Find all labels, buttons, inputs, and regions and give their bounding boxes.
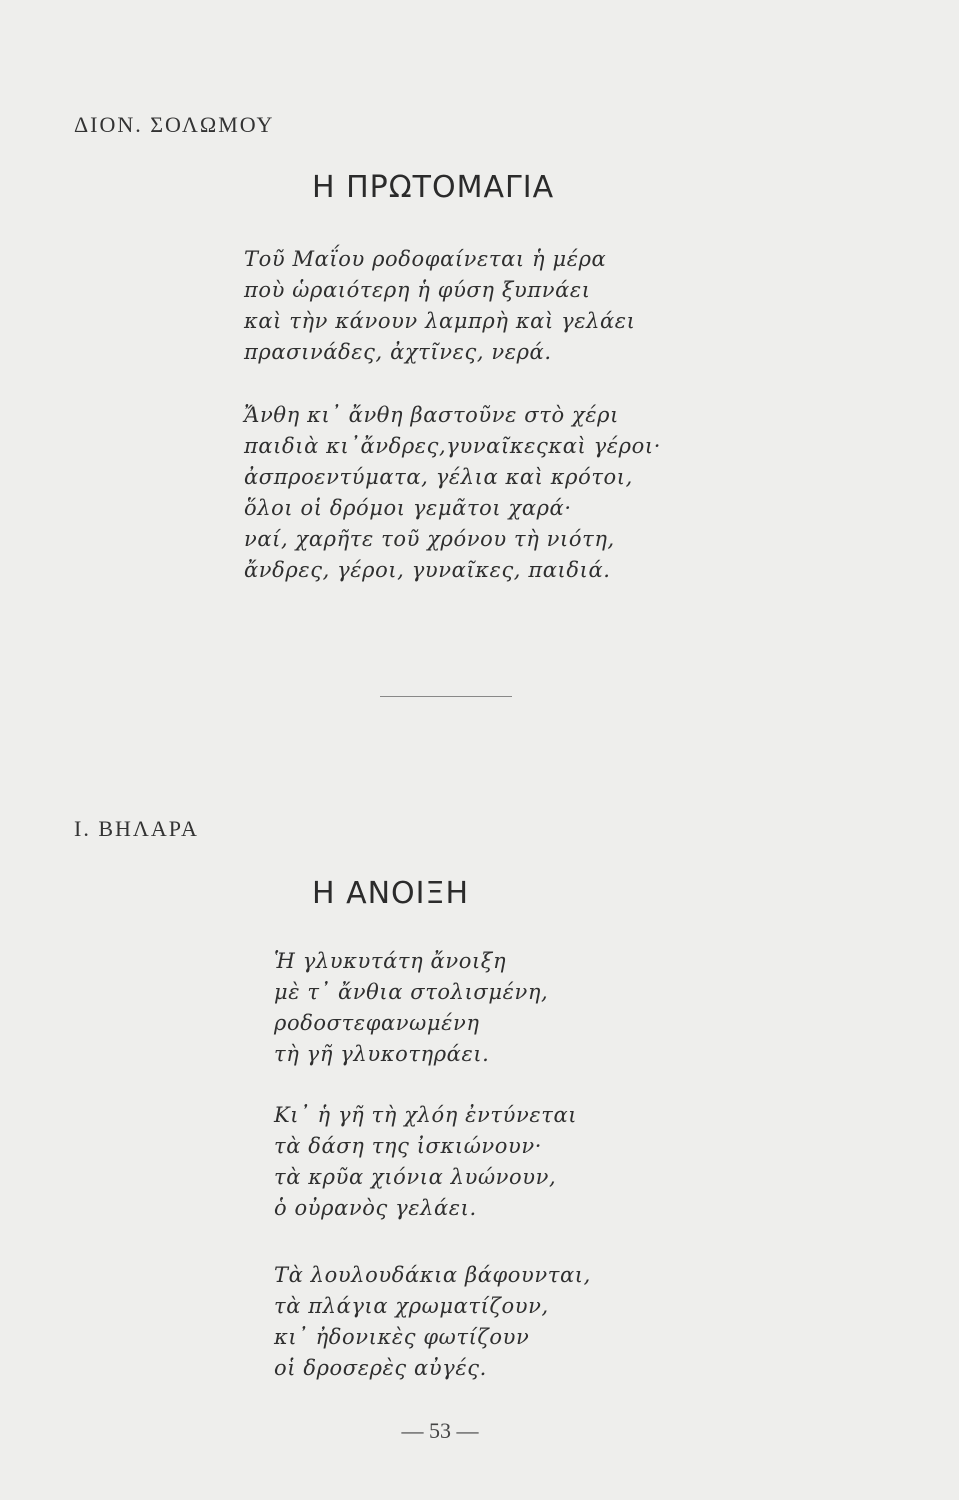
verse-line: ναί, χαρῆτε τοῦ χρόνου τὴ νιότη, [244,527,615,551]
poem2-stanza-1 [274,946,548,1070]
poem1-stanza-2 [244,400,661,586]
verse-line: τὰ πλάγια χρωματίζουν, [274,1294,549,1318]
verse-line: μὲ τ᾽ ἄνθια στολισμένη, [274,980,549,1004]
section-divider [380,696,512,697]
poem2-stanza-3 [274,1260,591,1384]
poem1-title: Η ΠΡΩΤΟΜΑΓΙΑ [312,170,555,205]
poem1-author: ΔΙΟΝ. ΣΟΛΩΜΟΥ [74,112,275,137]
poem2-stanza-2 [274,1100,577,1224]
verse-line: ἀσπροεντύματα, γέλια καὶ κρότοι, [244,465,633,489]
verse-line: ποὺ ὡραιότερη ἡ φύση ξυπνάει [244,278,591,302]
verse-line: τὰ δάση της ἰσκιώνουν· [274,1134,543,1158]
verse-line: Κι᾽ ἡ γῆ τὴ χλόη ἐντύνεται [274,1103,578,1127]
verse-line: κι᾽ ἠδονικὲς φωτίζουν [274,1325,530,1349]
verse-line: τὰ κρῦα χιόνια λυώνουν, [274,1165,557,1189]
verse-line: ἄνδρες, γέροι, γυναῖκες, παιδιά. [244,558,611,582]
verse-line: Τὰ λουλουδάκια βάφουνται, [274,1263,591,1287]
verse-line: παιδιὰ κι᾽ἄνδρες,γυναῖκεςκαὶ γέροι· [244,434,661,458]
poem1-stanza-1 [244,244,636,368]
poem2-author: Ι. ΒΗΛΑΡΑ [74,816,199,841]
verse-line: ὅλοι οἱ δρόμοι γεμᾶτοι χαρά· [244,496,572,520]
verse-line: ροδοστεφανωμένη [274,1011,480,1035]
verse-line: τὴ γῆ γλυκοτηράει. [274,1042,490,1066]
page-number: — 53 — [401,1418,479,1443]
verse-line: οἱ δροσερὲς αὐγές. [274,1356,487,1380]
verse-line: καὶ τὴν κάνουν λαμπρὴ καὶ γελάει [244,309,636,333]
poem2-title: Η ΑΝΟΙΞΗ [312,876,470,911]
verse-line: πρασινάδες, ἀχτῖνες, νερά. [244,340,552,364]
verse-line: Ἄνθη κι᾽ ἄνθη βαστοῦνε στὸ χέρι [244,403,619,427]
verse-line: Τοῦ Μαΐου ροδοφαίνεται ἡ μέρα [244,247,607,271]
verse-line: Ἡ γλυκυτάτη ἄνοιξη [274,949,507,973]
verse-line: ὁ οὐρανὸς γελάει. [274,1196,477,1220]
